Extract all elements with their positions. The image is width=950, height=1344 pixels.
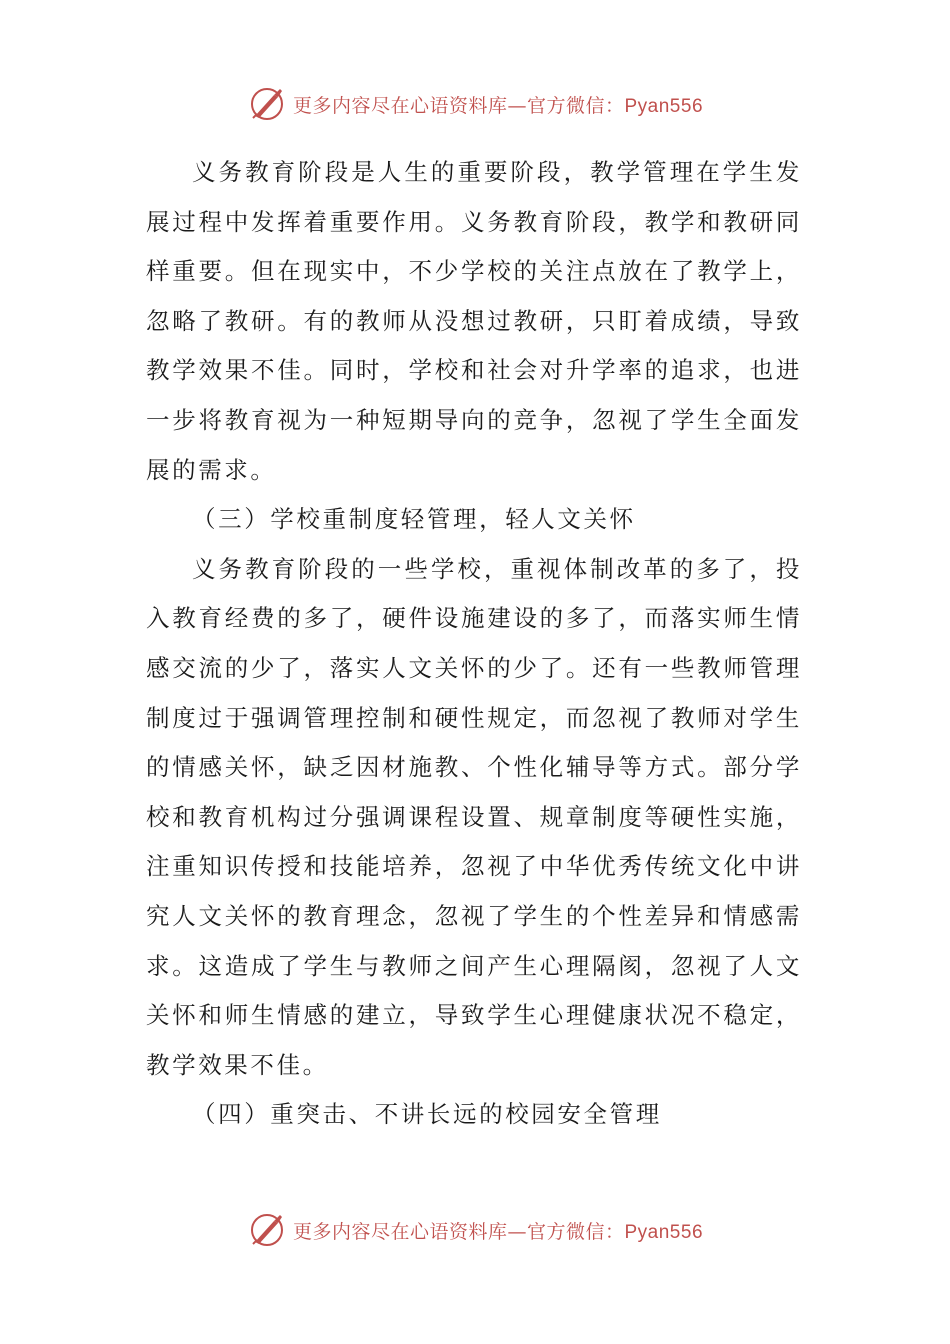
- banner-text: [293, 91, 703, 118]
- section-heading: （四）重突击、不讲长远的校园安全管理: [192, 1100, 662, 1129]
- wechat-id: Pyan556: [624, 95, 704, 117]
- header-banner-content: [247, 84, 703, 124]
- banner-text: [293, 1217, 703, 1244]
- header-banner: [0, 78, 950, 130]
- document-body: [146, 148, 802, 1140]
- paragraph: 义务教育阶段的一些学校，重视体制改革的多了，投入教育经费的多了，硬件设施建设的多了，而落实师生情感交流的少了，落实人文关怀的少了。还有一些教师管理制度过于强调管理控制和硬性规定，而忽视了教师对学生的情感关怀，缺乏因材施教、个性化辅导等方式。部分学校和教育机构过分强调课程设置、规章制度等硬性实施，注重知识传授和技能培养，忽视了中华优秀传统文化中讲究人文关怀的教育理念，忽视了学生的个性差异和情感需求。这造成了学生与教师之间产生心理隔阂，忽视了人文关怀和师生情感的建立，导致学生心理健康状况不稳定，教学效果不佳。: [146, 554, 802, 1079]
- banner-message: 更多内容尽在心语资料库—官方微信：: [292, 1220, 625, 1243]
- pen-quill-logo-icon: [247, 1210, 287, 1250]
- wechat-id: Pyan556: [624, 1221, 704, 1243]
- pen-quill-logo-icon: [247, 84, 287, 124]
- footer-banner: [0, 1204, 950, 1256]
- paragraph: 义务教育阶段是人生的重要阶段，教学管理在学生发展过程中发挥着重要作用。义务教育阶段，教学和教研同样重要。但在现实中，不少学校的关注点放在了教学上，忽略了教研。有的教师从没想过教研，只盯着成绩，导致教学效果不佳。同时，学校和社会对升学率的追求，也进一步将教育视为一种短期导向的竞争，忽视了学生全面发展的需求。: [146, 158, 802, 484]
- banner-message: 更多内容尽在心语资料库—官方微信：: [292, 94, 625, 117]
- footer-banner-content: [247, 1210, 703, 1250]
- section-heading: （三）学校重制度轻管理，轻人文关怀: [192, 505, 636, 534]
